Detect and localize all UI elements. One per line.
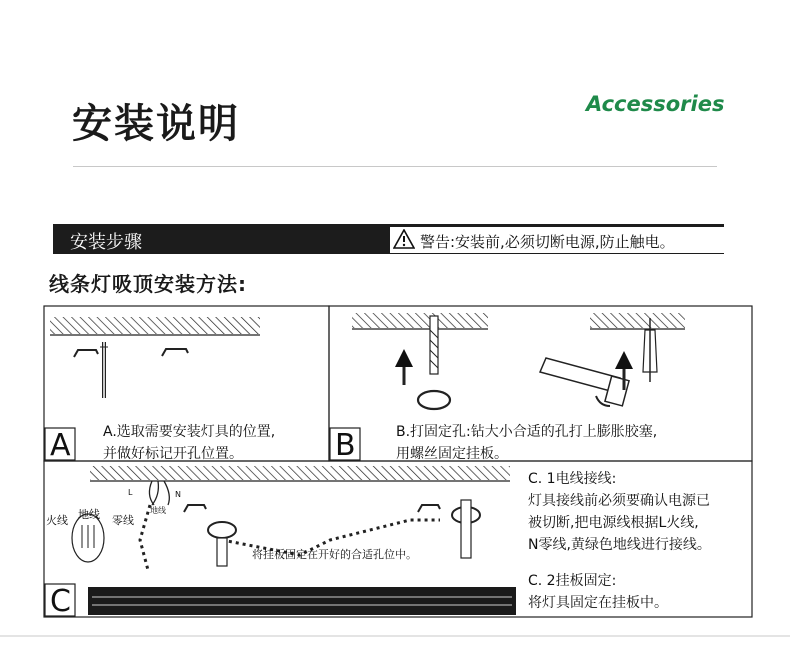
panel-a-letter: A	[50, 428, 71, 463]
banner-title: 安装步骤	[70, 232, 142, 253]
label-mount-note: 将挂板固定在开好的合适孔位中。	[252, 548, 417, 561]
panel-c-light-fixture	[88, 587, 516, 615]
panel-b-rotate-arrow	[418, 391, 450, 409]
panel-c-step2-text: C. 2挂板固定: 将灯具固定在挂板中。	[528, 573, 668, 611]
panel-a-clip-right	[162, 349, 188, 356]
panel-a-clip-left	[74, 350, 98, 357]
label-fire-wire: 火线	[46, 514, 68, 527]
label-n: N	[175, 490, 181, 499]
panel-c-wire-path	[140, 505, 150, 570]
page-title: 安装说明	[72, 101, 240, 147]
accessories-label: Accessories	[586, 92, 725, 116]
panel-b-drill-bit	[430, 316, 438, 374]
panel-a-text: A.选取需要安装灯具的位置, 并做好标记开孔位置。	[103, 424, 276, 462]
label-zero-wire: 零线	[112, 514, 134, 527]
label-ground-wire: 地线	[78, 508, 100, 521]
panel-b-hammer	[540, 358, 629, 406]
panel-c-step1-text: C. 1电线接线: 灯具接线前必须要确认电源已 被切断,把电源线根据L火线, N零线,黄绿色地线进行接线。	[528, 471, 711, 553]
warning-text: 警告:安装前,必须切断电源,防止触电。	[420, 233, 675, 251]
panel-c-letter: C	[50, 584, 71, 619]
panel-c-screwdriver-left	[208, 522, 236, 566]
panel-b-text: B.打固定孔:钻大小合适的孔打上膨胀胶塞, 用螺丝固定挂板。	[396, 424, 658, 462]
panel-b-ceiling-left	[352, 313, 488, 328]
panel-a-ceiling	[50, 317, 260, 334]
label-ground-small: 地线	[150, 506, 166, 515]
panel-b-ceiling-right	[590, 313, 685, 328]
panel-a-pencil	[100, 342, 108, 398]
method-subtitle: 线条灯吸顶安装方法:	[49, 272, 247, 296]
panel-b-letter: B	[335, 428, 356, 463]
panel-c-ceiling	[90, 466, 510, 480]
panel-c-clips	[184, 505, 440, 512]
panel-c-screwdriver-right	[452, 500, 480, 558]
label-l: L	[128, 488, 133, 497]
panel-c-wires	[149, 481, 169, 505]
